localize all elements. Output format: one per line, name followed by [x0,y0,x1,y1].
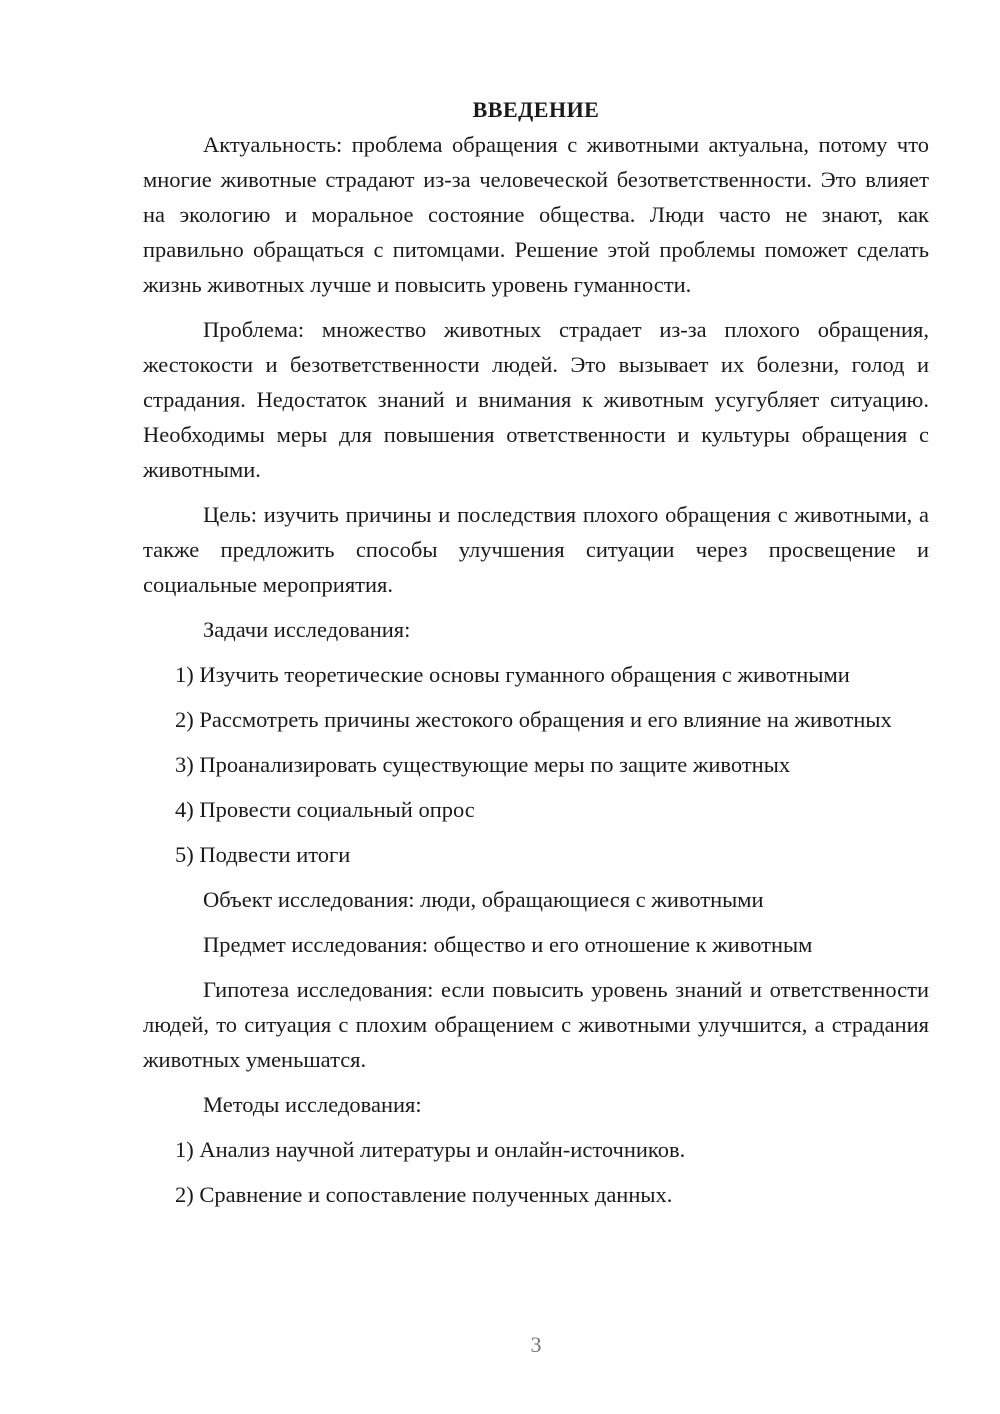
section-heading: ВВЕДЕНИЕ [472,97,600,122]
tasks-title: Задачи исследования: [203,617,411,642]
goal-paragraph: Цель: изучить причины и последствия плохого обращения с животными, а также предложить способы улучшения ситуации через просвещение и социальные мероприятия. [143,502,929,597]
relevance-paragraph: Актуальность: проблема обращения с животными актуальна, потому что многие животные страдают из-за человеческой безответственности. Это влияет на экологию и моральное состояние общества. Люди часто не знают, как правильно обращаться с питомцами. Решение этой проблемы поможет сделать жизнь животных лучше и повысить уровень гуманности. [143,132,929,297]
hypothesis-paragraph: Гипотеза исследования: если повысить уровень знаний и ответственности людей, то ситуация с плохим обращением с животными улучшится, а страдания животных уменьшатся. [143,977,929,1072]
research-subject: Предмет исследования: общество и его отношение к животным [203,932,813,957]
task-item-5: 5) Подвести итоги [175,842,351,867]
methods-title: Методы исследования: [203,1092,422,1117]
page-number: 3 [530,1332,542,1357]
task-item-2: 2) Рассмотреть причины жестокого обращения и его влияние на животных [175,707,892,732]
research-object: Объект исследования: люди, обращающиеся с животными [203,887,764,912]
method-item-2: 2) Сравнение и сопоставление полученных данных. [175,1182,673,1207]
task-item-3: 3) Проанализировать существующие меры по защите животных [175,752,791,777]
task-item-1: 1) Изучить теоретические основы гуманного обращения с животными [175,662,850,687]
document-page [143,92,929,1222]
method-item-1: 1) Анализ научной литературы и онлайн-источников. [175,1137,686,1162]
task-item-4: 4) Провести социальный опрос [175,797,475,822]
problem-paragraph: Проблема: множество животных страдает из-за плохого обращения, жестокости и безответственности людей. Это вызывает их болезни, голод и страдания. Недостаток знаний и внимания к животным усугубляет ситуацию. Необходимы меры для повышения ответственности и культуры обращения с животными. [143,317,929,482]
